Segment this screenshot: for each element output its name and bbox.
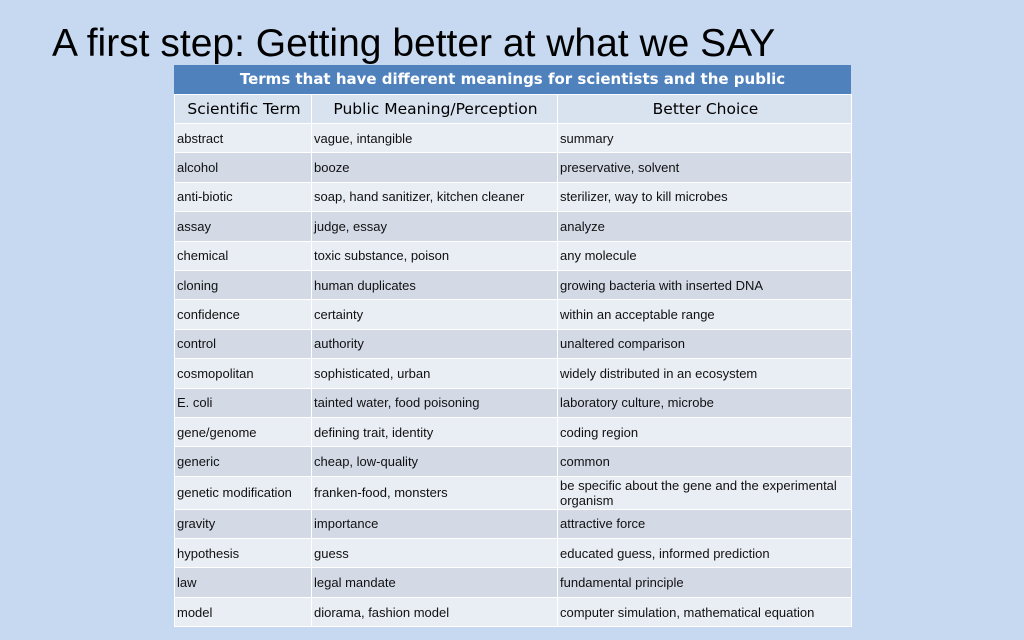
cell-public-meaning: sophisticated, urban [312,359,558,388]
cell-scientific-term: chemical [175,241,312,270]
cell-public-meaning: toxic substance, poison [312,241,558,270]
cell-scientific-term: alcohol [175,153,312,182]
cell-scientific-term: generic [175,447,312,476]
cell-scientific-term: E. coli [175,388,312,417]
cell-better-choice: computer simulation, mathematical equation [558,597,852,626]
cell-public-meaning: judge, essay [312,212,558,241]
terms-table [174,94,852,627]
cell-better-choice: preservative, solvent [558,153,852,182]
table-row [175,270,852,299]
table-row [175,509,852,538]
cell-scientific-term: assay [175,212,312,241]
cell-public-meaning: soap, hand sanitizer, kitchen cleaner [312,182,558,211]
cell-public-meaning: tainted water, food poisoning [312,388,558,417]
cell-better-choice: summary [558,124,852,153]
cell-scientific-term: genetic modification [175,476,312,509]
table-row [175,329,852,358]
cell-scientific-term: control [175,329,312,358]
cell-better-choice: fundamental principle [558,568,852,597]
cell-better-choice: widely distributed in an ecosystem [558,359,852,388]
cell-better-choice: common [558,447,852,476]
cell-scientific-term: cloning [175,270,312,299]
cell-public-meaning: defining trait, identity [312,417,558,446]
cell-public-meaning: cheap, low-quality [312,447,558,476]
table-row [175,568,852,597]
table-row [175,212,852,241]
table-row [175,359,852,388]
slide-title: A first step: Getting better at what we SAY [52,22,776,65]
terms-table-container [174,65,851,627]
cell-scientific-term: anti-biotic [175,182,312,211]
cell-public-meaning: legal mandate [312,568,558,597]
cell-better-choice: analyze [558,212,852,241]
cell-public-meaning: certainty [312,300,558,329]
cell-public-meaning: diorama, fashion model [312,597,558,626]
cell-better-choice: growing bacteria with inserted DNA [558,270,852,299]
cell-better-choice: attractive force [558,509,852,538]
cell-better-choice: coding region [558,417,852,446]
cell-scientific-term: law [175,568,312,597]
cell-scientific-term: model [175,597,312,626]
table-row [175,124,852,153]
cell-public-meaning: authority [312,329,558,358]
table-row [175,447,852,476]
cell-better-choice: within an acceptable range [558,300,852,329]
table-row [175,153,852,182]
cell-better-choice: unaltered comparison [558,329,852,358]
cell-scientific-term: cosmopolitan [175,359,312,388]
header-public-meaning: Public Meaning/Perception [312,95,558,124]
table-header-row [175,95,852,124]
table-caption: Terms that have different meanings for scientists and the public [174,65,851,94]
cell-public-meaning: importance [312,509,558,538]
cell-better-choice: any molecule [558,241,852,270]
cell-scientific-term: gene/genome [175,417,312,446]
table-row [175,597,852,626]
table-body [175,124,852,627]
cell-public-meaning: vague, intangible [312,124,558,153]
header-scientific-term: Scientific Term [175,95,312,124]
table-row [175,539,852,568]
cell-public-meaning: guess [312,539,558,568]
table-row [175,300,852,329]
cell-better-choice: educated guess, informed prediction [558,539,852,568]
table-row [175,182,852,211]
table-row [175,241,852,270]
cell-scientific-term: abstract [175,124,312,153]
table-row [175,388,852,417]
table-row [175,417,852,446]
cell-public-meaning: human duplicates [312,270,558,299]
cell-public-meaning: booze [312,153,558,182]
header-better-choice: Better Choice [558,95,852,124]
cell-better-choice: be specific about the gene and the experimental organism [558,476,852,509]
cell-better-choice: sterilizer, way to kill microbes [558,182,852,211]
table-row [175,476,852,509]
cell-better-choice: laboratory culture, microbe [558,388,852,417]
cell-scientific-term: confidence [175,300,312,329]
cell-public-meaning: franken-food, monsters [312,476,558,509]
cell-scientific-term: hypothesis [175,539,312,568]
cell-scientific-term: gravity [175,509,312,538]
